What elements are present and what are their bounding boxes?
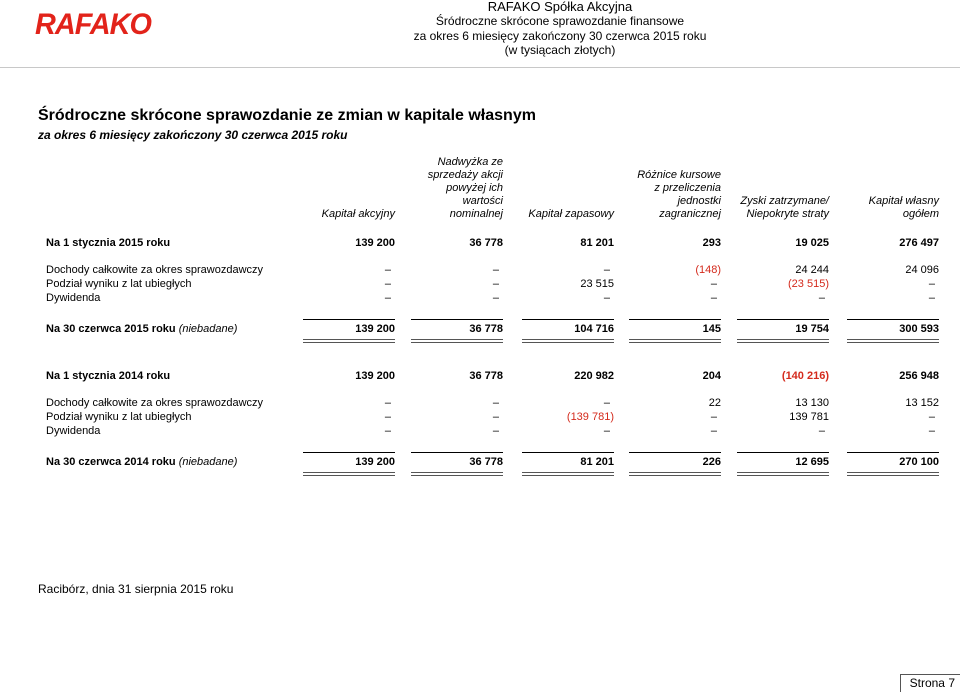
- place-and-date: Racibórz, dnia 31 sierpnia 2015 roku: [38, 582, 234, 596]
- row-label: [46, 237, 170, 249]
- table-cell: –: [928, 292, 935, 304]
- column-header-line: zagranicznej: [659, 208, 721, 220]
- column-header-line: wartości: [462, 195, 503, 207]
- subtotal-rule: [522, 452, 614, 453]
- total-double-underline: [522, 339, 614, 343]
- table-cell: –: [928, 278, 935, 290]
- table-cell: 139 200: [355, 237, 395, 249]
- table-cell: –: [492, 411, 499, 423]
- table-cell: –: [384, 425, 391, 437]
- subtotal-rule: [737, 452, 829, 453]
- subtotal-rule: [303, 452, 395, 453]
- row-label: [46, 278, 192, 290]
- column-header-line: Różnice kursowe: [637, 169, 721, 181]
- total-double-underline: [522, 472, 614, 476]
- table-cell: 36 778: [469, 323, 503, 335]
- table-cell: (23 515): [788, 278, 829, 290]
- table-cell: –: [928, 425, 935, 437]
- row-label: [46, 292, 100, 304]
- table-cell: 81 201: [580, 456, 614, 468]
- table-cell: 256 948: [899, 370, 939, 382]
- header-divider: [0, 67, 960, 68]
- table-cell: 293: [702, 237, 721, 249]
- row-label: [46, 264, 263, 276]
- column-header-line: Nadwyżka ze: [437, 156, 503, 168]
- table-cell: (148): [695, 264, 721, 276]
- row-label-text: Podział wyniku z lat ubiegłych: [46, 278, 192, 290]
- table-cell: 13 130: [795, 397, 829, 409]
- row-label-text: Na 30 czerwca 2015 roku: [46, 323, 176, 335]
- table-cell: 19 025: [795, 237, 829, 249]
- table-cell: 139 200: [355, 456, 395, 468]
- table-cell: 12 695: [795, 456, 829, 468]
- document-subtitle: za okres 6 miesięcy zakończony 30 czerwca 2015 roku: [38, 128, 348, 142]
- subtotal-rule: [847, 452, 939, 453]
- table-cell: (139 781): [566, 411, 614, 423]
- company-name: RAFAKO Spółka Akcyjna: [487, 0, 633, 14]
- table-cell: 81 201: [580, 237, 614, 249]
- table-cell: 139 200: [355, 370, 395, 382]
- column-header-line: Zyski zatrzymane/: [740, 195, 829, 207]
- table-cell: –: [603, 292, 610, 304]
- row-label-note: (niebadane): [178, 323, 238, 335]
- row-label: [46, 456, 237, 468]
- subtotal-rule: [303, 319, 395, 320]
- table-cell: –: [818, 425, 825, 437]
- table-cell: 226: [702, 456, 721, 468]
- table-cell: 300 593: [899, 323, 939, 335]
- table-cell: –: [492, 264, 499, 276]
- total-double-underline: [411, 339, 503, 343]
- table-cell: 36 778: [469, 456, 503, 468]
- table-cell: –: [818, 292, 825, 304]
- subtotal-rule: [411, 319, 503, 320]
- row-label-text: Podział wyniku z lat ubiegłych: [46, 411, 192, 423]
- table-cell: –: [384, 411, 391, 423]
- table-cell: –: [384, 264, 391, 276]
- table-cell: 19 754: [795, 323, 829, 335]
- total-double-underline: [411, 472, 503, 476]
- total-double-underline: [303, 339, 395, 343]
- row-label-text: Dywidenda: [46, 425, 101, 437]
- table-cell: –: [492, 397, 499, 409]
- table-cell: 22: [708, 397, 721, 409]
- table-cell: 24 096: [905, 264, 939, 276]
- table-cell: –: [384, 292, 391, 304]
- table-cell: 139 781: [789, 411, 829, 423]
- table-cell: 145: [702, 323, 721, 335]
- table-cell: 13 152: [905, 397, 939, 409]
- table-cell: 23 515: [580, 278, 614, 290]
- table-cell: –: [710, 292, 717, 304]
- svg-text:RAFAKO: RAFAKO: [35, 8, 152, 38]
- page-number-box: [900, 674, 960, 692]
- total-double-underline: [629, 472, 721, 476]
- column-header-line: jednostki: [677, 195, 721, 207]
- row-label-text: Dochody całkowite za okres sprawozdawczy: [46, 264, 264, 276]
- table-cell: –: [603, 397, 610, 409]
- table-cell: 36 778: [469, 237, 503, 249]
- table-cell: –: [710, 278, 717, 290]
- column-header-line: Kapitał akcyjny: [321, 208, 395, 220]
- subtotal-rule: [411, 452, 503, 453]
- table-cell: –: [492, 278, 499, 290]
- subtotal-rule: [737, 319, 829, 320]
- table-cell: –: [384, 397, 391, 409]
- table-cell: 220 982: [574, 370, 614, 382]
- table-cell: 36 778: [469, 370, 503, 382]
- table-cell: –: [603, 264, 610, 276]
- row-label-note: (niebadane): [178, 456, 238, 468]
- total-double-underline: [737, 472, 829, 476]
- page-number: Strona 7: [909, 676, 955, 690]
- total-double-underline: [847, 472, 939, 476]
- column-header-line: Kapitał zapasowy: [528, 208, 614, 220]
- row-label: [46, 411, 192, 423]
- row-label-text: Na 30 czerwca 2014 roku: [46, 456, 176, 468]
- column-header-line: Niepokryte straty: [746, 208, 829, 220]
- column-header-line: nominalnej: [449, 208, 503, 220]
- subtotal-rule: [522, 319, 614, 320]
- table-cell: 139 200: [355, 323, 395, 335]
- total-double-underline: [847, 339, 939, 343]
- table-cell: –: [492, 425, 499, 437]
- table-cell: 24 244: [795, 264, 829, 276]
- subtotal-rule: [629, 319, 721, 320]
- report-units: (w tysiącach złotych): [504, 43, 616, 57]
- total-double-underline: [629, 339, 721, 343]
- table-cell: (140 216): [781, 370, 829, 382]
- table-cell: 204: [702, 370, 721, 382]
- row-label: [46, 425, 100, 437]
- row-label-text: Na 1 stycznia 2015 roku: [46, 237, 171, 249]
- report-name: Śródroczne skrócone sprawozdanie finansowe: [435, 14, 685, 28]
- table-cell: –: [492, 292, 499, 304]
- column-header-6: [809, 195, 939, 221]
- column-header-line: powyżej ich: [446, 182, 503, 194]
- column-header-line: ogółem: [902, 208, 939, 220]
- table-cell: –: [384, 278, 391, 290]
- table-cell: –: [603, 425, 610, 437]
- row-label-text: Dywidenda: [46, 292, 101, 304]
- table-cell: 104 716: [574, 323, 614, 335]
- total-double-underline: [303, 472, 395, 476]
- row-label: [46, 323, 237, 335]
- column-header-line: sprzedaży akcji: [427, 169, 503, 181]
- row-label: [46, 397, 263, 409]
- table-cell: 270 100: [899, 456, 939, 468]
- rafako-logo: [34, 8, 152, 38]
- subtotal-rule: [847, 319, 939, 320]
- subtotal-rule: [629, 452, 721, 453]
- row-label: [46, 370, 170, 382]
- column-header-line: z przeliczenia: [654, 182, 721, 194]
- table-cell: –: [928, 411, 935, 423]
- table-cell: –: [710, 425, 717, 437]
- row-label-text: Dochody całkowite za okres sprawozdawczy: [46, 397, 264, 409]
- report-period: za okres 6 miesięcy zakończony 30 czerwca 2015 roku: [413, 29, 707, 43]
- column-header-line: Kapitał własny: [868, 195, 939, 207]
- row-label-text: Na 1 stycznia 2014 roku: [46, 370, 171, 382]
- document-title: Śródroczne skrócone sprawozdanie ze zmian w kapitale własnym: [38, 107, 536, 124]
- table-cell: –: [710, 411, 717, 423]
- total-double-underline: [737, 339, 829, 343]
- table-cell: 276 497: [899, 237, 939, 249]
